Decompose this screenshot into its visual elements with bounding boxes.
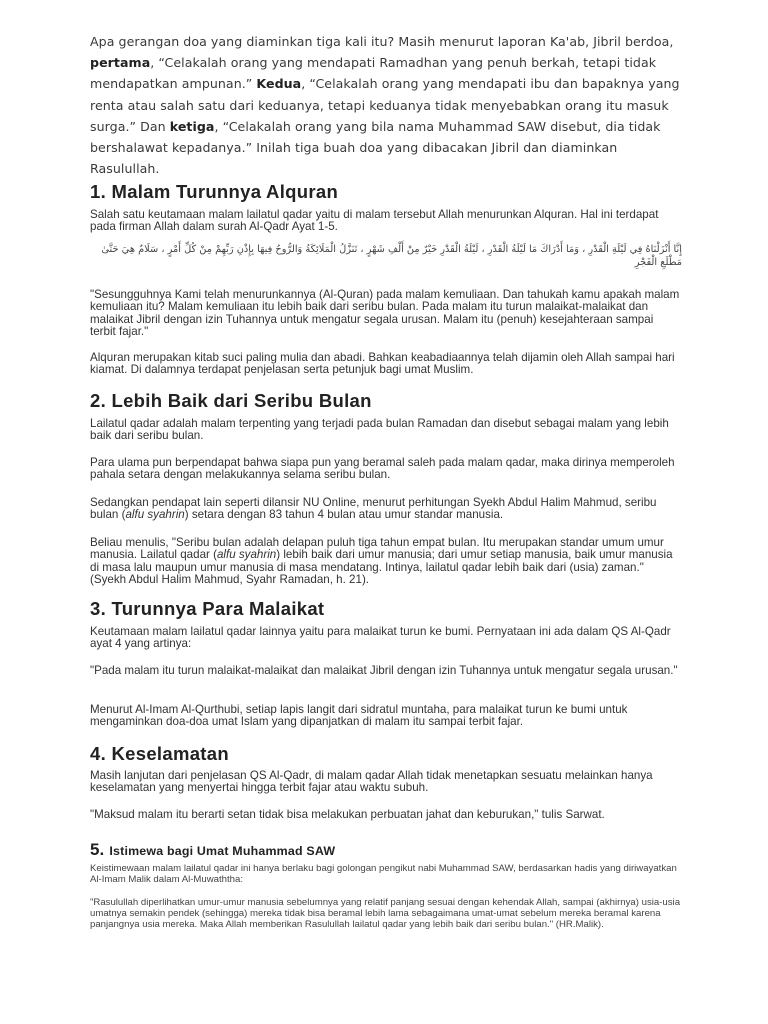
heading-title: Turunnya Para Malaikat — [111, 598, 325, 619]
text: Sedangkan pendapat lain seperti dilansir NU Online, menurut perhitungan Syekh Abdul Halim Mahmud, seribu bulan ( — [90, 496, 657, 522]
section-5-paragraph-1: Keistimewaan malam lailatul qadar ini hanya berlaku bagi golongan pengikut nabi Muhammad SAW, berdasarkan hadis yang diriwayatkan Al-Imam Malik dalam Al-Muwaththa: — [90, 863, 677, 886]
arabic-verse: إِنَّا أَنْزَلْنَاهُ فِي لَيْلَةِ الْقَدْرِ ، وَمَا أَدْرَاكَ مَا لَيْلَةُ الْقَدْرِ ، لَيْلَةُ الْقَدْرِ خَيْرٌ مِنْ أَلْفِ شَهْرٍ ، تَنَزَّلُ الْمَلَائِكَةُ وَالرُّوحُ فِيهَا بِإِذْنِ رَبِّهِمْ مِنْ كُلِّ أَمْرٍ ، سَلَامٌ هِيَ حَتَّىٰ مَطْلَعِ الْفَجْرِ — [101, 244, 682, 268]
heading-title: Lebih Baik dari Seribu Bulan — [111, 390, 372, 411]
intro-text: , “Celakalah orang yang bila nama Muhammad SAW disebut, dia tidak bershalawat kepadanya.” Inilah tiga buah doa yang dibacakan Jibril dan diaminkan Rasulullah. — [90, 118, 661, 177]
heading-section-3 — [90, 598, 324, 620]
intro-text: , “Celakalah orang yang mendapati Ramadhan yang penuh berkah, tetapi tidak mendapatkan ampunan.” — [90, 55, 657, 92]
heading-section-5 — [90, 838, 335, 860]
heading-title: Keselamatan — [111, 743, 229, 764]
heading-title: Istimewa bagi Umat Muhammad SAW — [109, 844, 336, 858]
intro-bold-pertama: pertama — [90, 55, 151, 71]
section-5-paragraph-2: "Rasulullah diperlihatkan umur-umur manusia sebelumnya yang relatif panjang sesuai dengan kehendak Allah, sampai (akhirnya) usia-usia umatnya semakin pendek (sehingga) mereka tidak bisa beramal lebih lama sebagaimana umat-umat sebelum mereka beramal karena panjangnya usia mereka. Maka Allah memberikan Rasulullah lailatul qadar yang lebih baik dari seribu bulan." (HR.Malik). — [90, 897, 681, 931]
heading-number: 3. — [90, 598, 107, 619]
heading-section-4 — [90, 743, 229, 765]
text: ) lebih baik dari umur manusia; dari umur setiap manusia, baik umur manusia di masa lalu maupun umur manusia di masa mendatang. Intinya, lailatul qadar lebih baik dari (usia) zaman." (Syekh Abdul Halim Mahmud, Syahr Ramadan, h. 21). — [90, 548, 673, 587]
text: Beliau menulis, "Seribu bulan adalah delapan puluh tiga tahun empat bulan. Itu merupakan standar umum umur manusia. Lailatul qadar ( — [90, 536, 664, 562]
heading-number: 2. — [90, 390, 107, 411]
intro-bold-ketiga: ketiga — [169, 118, 215, 134]
heading-number: 5. — [90, 840, 105, 859]
section-1-paragraph-1: Salah satu keutamaan malam lailatul qadar yaitu di malam tersebut Allah menurunkan Alquran. Hal ini terdapat pada firman Allah dalam surah Al-Qadr Ayat 1-5. — [90, 208, 659, 234]
section-2-paragraph-3 — [90, 497, 680, 522]
intro-text: Apa gerangan doa yang diaminkan tiga kali itu? Masih menurut laporan Ka'ab, Jibril berdoa, — [90, 34, 674, 49]
section-2-paragraph-4 — [90, 537, 680, 587]
italic-term: alfu syahrin — [216, 548, 277, 562]
section-4-paragraph-1: Masih lanjutan dari penjelasan QS Al-Qadr, di malam qadar Allah tidak menetapkan sesuatu melainkan hanya keselamatan yang menyertai hingga terbit fajar atau waktu subuh. — [90, 769, 653, 795]
heading-title: Malam Turunnya Alquran — [111, 181, 339, 202]
section-3-paragraph-1: Keutamaan malam lailatul qadar lainnya yaitu para malaikat turun ke bumi. Pernyataan ini ada dalam QS Al-Qadr ayat 4 yang artinya: — [90, 625, 671, 651]
section-2-paragraph-2: Para ulama pun berpendapat bahwa siapa pun yang beramal saleh pada malam qadar, maka dirinya memperoleh pahala setara dengan melakukannya selama seribu bulan. — [90, 456, 675, 482]
section-2-paragraph-1: Lailatul qadar adalah malam terpenting yang terjadi pada bulan Ramadan dan disebut sebagai malam yang lebih baik dari seribu bulan. — [90, 417, 669, 443]
section-1-paragraph-3: Alquran merupakan kitab suci paling mulia dan abadi. Bahkan keabadiaannya telah dijamin oleh Allah sampai hari kiamat. Di dalamnya terdapat penjelasan serta petunjuk bagi umat Muslim. — [90, 351, 675, 377]
section-3-paragraph-2: "Pada malam itu turun malaikat-malaikat dan malaikat Jibril dengan izin Tuhannya untuk mengatur segala urusan." — [90, 664, 678, 677]
heading-section-2 — [90, 390, 372, 412]
italic-term: alfu syahrin — [125, 508, 185, 522]
intro-text: , “Celakalah orang yang mendapati ibu dan bapaknya yang renta atau salah satu dari keduanya, tetapi keduanya tidak menyebabkan orang itu masuk surga.” Dan — [90, 76, 680, 134]
heading-number: 4. — [90, 743, 107, 764]
heading-number: 1. — [90, 181, 107, 202]
heading-section-1 — [90, 181, 338, 203]
text: ) setara dengan 83 tahun 4 bulan atau umur standar manusia. — [184, 508, 504, 522]
section-4-paragraph-2: "Maksud malam itu berarti setan tidak bisa melakukan perbuatan jahat dan keburukan," tulis Sarwat. — [90, 808, 605, 821]
section-1-paragraph-2: "Sesungguhnya Kami telah menurunkannya (Al-Quran) pada malam kemuliaan. Dan tahukah kamu apakah malam kemuliaan itu? Malam kemuliaan itu lebih baik dari seribu bulan. Pada malam itu turun malaikat-malaikat dan malaikat Jibril dengan izin Tuhannya untuk mengatur segala urusan. Malam itu (penuh) kesejahteraan sampai terbit fajar." — [90, 288, 680, 339]
intro-paragraph — [90, 31, 685, 179]
section-3-paragraph-3: Menurut Al-Imam Al-Qurthubi, setiap lapis langit dari sidratul muntaha, para malaikat turun ke bumi untuk mengaminkan doa-doa umat Islam yang dipanjatkan di malam itu sampai terbit fajar. — [90, 703, 628, 729]
intro-bold-kedua: Kedua — [256, 76, 302, 92]
